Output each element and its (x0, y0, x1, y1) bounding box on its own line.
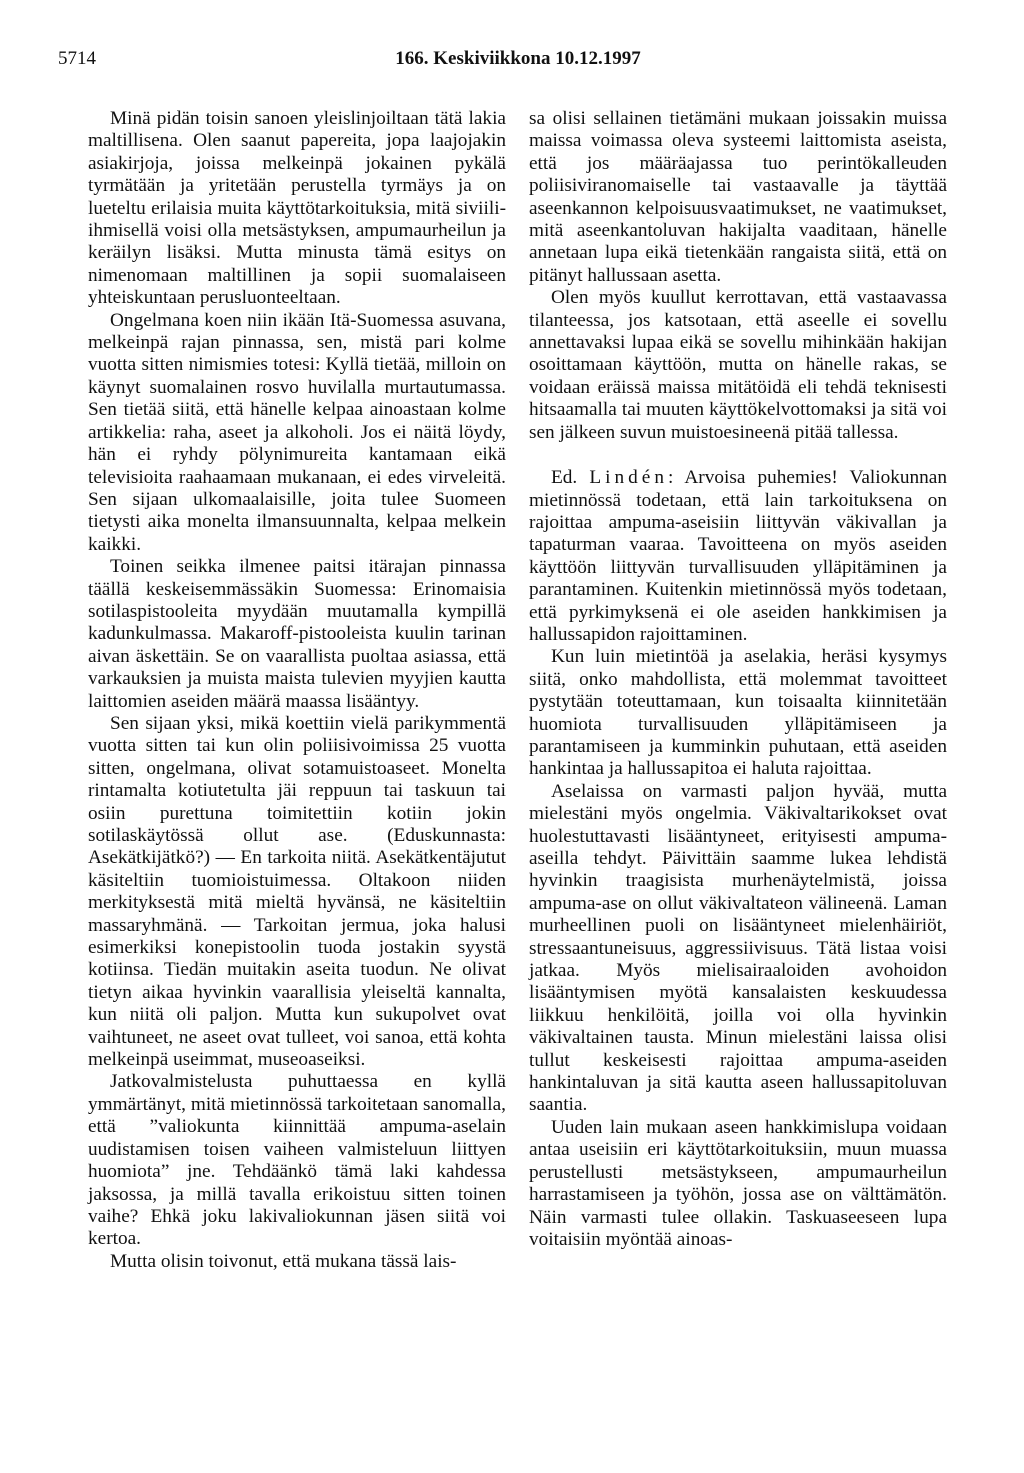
left-column (88, 108, 506, 1273)
paragraph: Kun luin mietintöä ja aselakia, heräsi kysymys siitä, onko mahdollista, että molemmat tavoitteet pystytään toteuttamaan, kun toisaalta kiinnitetään huomiota turvallisuuden ylläpitämiseen ja parantamiseen ja kumminkin puhutaan, että aseiden hankintaa ja hallussapitoa ei haluta rajoittaa. (529, 646, 947, 780)
session-title: 166. Keskiviikkona 10.12.1997 (395, 48, 641, 69)
paragraph: Mutta olisin toivonut, että mukana tässä lais- (110, 1250, 457, 1272)
page-header (58, 48, 978, 74)
paragraph: Ongelmana koen niin ikään Itä-Suomessa asuvana, melkeinpä rajan pinnassa, sen, mistä pari kolme vuotta sitten nimismies totesi: Kyllä tietää, milloin on käynyt suomalainen rosvo huvilalla murtautumassa. Sen tietää siitä, että hänelle kelpaa ainoastaan kolme artikkelia: raha, aseet ja alkoholi. Jos ei näitä löydy, hän ei ryhdy pölynimureita kantamaan eikä televisioita raahaamaan mukanaan, ei edes virveleitä. Sen sijaan ulkomaalaisille, joita tulee Suomeen tietysti aika monelta ilmansuunnalta, kelpaa melkein kaikki. (88, 309, 506, 555)
paragraph: Olen myös kuullut kerrottavan, että vastaavassa tilanteessa, jos katsotaan, että aseelle ei sovellu annettavaksi lupaa eikä se sovellu mihinkään hakijan osoittamaan käyttöön, mutta on hänelle rakas, se voidaan eräissä maissa mitätöidä eli tehdä teknisesti hitsaamalla tai muuten käyttökelvottomaksi ja sitä voi sen jälkeen suvun muistoesineenä pitää tallessa. (529, 287, 947, 443)
speaker-name: Lindén (589, 467, 668, 489)
page-number: 5714 (58, 48, 96, 69)
paragraph: Minä pidän toisin sanoen yleislinjoiltaan tätä lakia maltillisena. Olen saanut papereita, jopa laajojakin asiakirjoja, joissa melkeinpä jokainen pykälä tyrmätään ja yritetään perustella tyrmäys ja on lueteltu erilaisia muita käyttötarkoituksia, mitä siviili-ihmisellä voisi olla metsästyksen, ampumaurheilun ja keräilyn lisäksi. Mutta minusta tämä esitys on nimenomaan maltillinen ja sopii suomalaiseen yhteiskuntaan perusluonteeltaan. (88, 108, 506, 309)
speaker-prefix: Ed. (551, 467, 590, 489)
paragraph: Sen sijaan yksi, mikä koettiin vielä parikymmentä vuotta sitten tai kun olin poliisivoimissa 25 vuotta sitten, ongelmana, olivat sotamuistoaseet. Monelta rintamalta kotiutetulta jäi reppuun tai taskuun tai osiin purettuna toimitettiin kotiin jokin sotilaskäytössä ollut ase. (Eduskunnasta: Asekätkijätkö?) — En tarkoita niitä. Asekätkentäjutut käsiteltiin tuomioistuimessa. Oltakoon niiden merkityksestä mitä mieltä hyvänsä, ne käsiteltiin massaryhmänä. — Tarkoitan jermua, joka halusi esimerkiksi konepistoolin tuoda jostakin syystä kotiinsa. Tiedän muitakin aseita tuodun. Ne olivat tietyn aikaa hyvinkin vaarallisia yleiseltä kannalta, kun niitä oli paljon. Mutta kun sukupolvet ovat vaihtuneet, ne aseet ovat tulleet, voi sanoa, että kohta melkeinpä useimmat, museoaseiksi. (88, 712, 506, 1071)
paragraph: Aselaissa on varmasti paljon hyvää, mutta mielestäni myös ongelmia. Väkivaltarikokset ovat huolestuttavasti lisääntyneet, erityisesti ampuma-aseilla tehdyt. Päivittäin saamme lukea lehdistä hyvinkin traagisista murhenäytelmistä, joissa ampuma-ase on ollut väkivaltateon välineenä. Laman murheellinen puoli on lisääntyneet mielenhäiriöt, stressaantuneisuus, aggressiivisuus. Tätä listaa voisi jatkaa. Myös mielisairaaloiden avohoidon lisääntymisen myötä kansalaisten keskuudessa liikkuu henkilöitä, joilla voi olla hyvinkin väkivaltainen tausta. Minun mielestäni laissa olisi tullut keskeisesti rajoittaa ampuma-aseiden hankintaluvan ja sitä kautta aseen hallussapitoluvan saantia. (529, 780, 947, 1116)
paragraph: sa olisi sellainen tietämäni mukaan joissakin muissa maissa voimassa oleva systeemi laittomista aseista, että jos määräajassa tuo perintökalleuden poliisiviranomaiselle tai vastaavalle ja täyttää aseenkannon kelpoisuusvaatimukset, ne vaatimukset, mitä aseenkantoluvan hakijalta vaaditaan, hänelle annetaan lupa eikä tietenkään rangaista siitä, että on pitänyt hallussaan asetta. (529, 108, 947, 286)
right-column (529, 108, 947, 1251)
speech-text: : Arvoisa puhemies! Valiokunnan mietinnössä todetaan, että lain tarkoituksena on rajoittaa ampuma-aseisiin liittyvän väkivallan ja tapaturman vaaraa. Tavoitteena on myös aseiden käyttöön liittyvän turvallisuuden ylläpitäminen ja parantaminen. Kuitenkin mietinnössä myös todetaan, että pyrkimyksenä ei ole aseiden hankkimisen ja hallussapidon rajoittaminen. (529, 467, 948, 645)
paragraph: Uuden lain mukaan aseen hankkimislupa voidaan antaa useisiin eri käyttötarkoituksiin, muun muassa perustellusti metsästykseen, ampumaurheilun harrastamiseen ja työhön, jossa ase on välttämätön. Näin varmasti tulee ollakin. Taskuaseeseen lupa voitaisiin myöntää ainoas- (529, 1116, 947, 1250)
paragraph: Toinen seikka ilmenee paitsi itärajan pinnassa täällä keskeisemmässäkin Suomessa: Erinomaisia sotilaspistooleita myydään muutamalla kympillä kadunkulmassa. Makaroff-pistooleista kuulin tarinan aivan äskettäin. Se on vaarallista puoltaa asiassa, että varkauksien ja muista maista tulevien myyjien kautta laittomien aseiden määrä maassa lisääntyy. (88, 556, 506, 712)
paragraph: Jatkovalmistelusta puhuttaessa en kyllä ymmärtänyt, mitä mietinnössä tarkoitetaan sanomalla, että ”valiokunta kiinnittää ampuma-aselain uudistamisen toisen vaiheen valmisteluun liittyen huomiota” jne. Tehdäänkö tämä laki kahdessa jaksossa, ja millä tavalla erikoistuu sitten toinen vaihe? Ehkä joku lakivaliokunnan jäsen siitä voi kertoa. (88, 1071, 506, 1250)
speech-opening (529, 467, 947, 646)
